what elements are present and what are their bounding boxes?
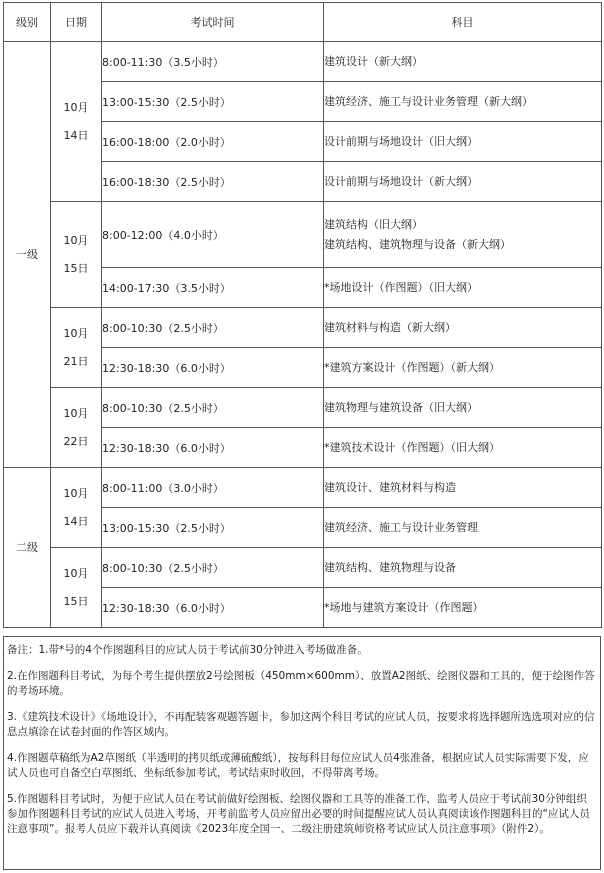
subject-text: 建筑结构（旧大纲） [324, 217, 423, 231]
time-cell: 14:00-17:30（3.5小时） [102, 268, 324, 308]
subject-cell [324, 308, 602, 348]
subject-cell [324, 508, 602, 548]
subject-text: *建筑方案设计（作图题）（新大纲） [324, 360, 500, 374]
date-day: 14日 [63, 128, 89, 142]
subject-cell [324, 268, 602, 308]
note-paragraph: 3.《建筑技术设计》《场地设计》，不再配装客观题答题卡，参加这两个科目考试的应试人员，按要求将选择题所选选项对应的信息点填涂在试卷封面的作答区域内。 [7, 711, 595, 738]
subject-cell [324, 468, 602, 508]
table-row [4, 388, 602, 428]
time-cell: 8:00-12:00（4.0小时） [102, 202, 324, 268]
time-cell: 8:00-11:00（3.0小时） [102, 468, 324, 508]
subject-text: 建筑设计、建筑材料与构造 [324, 480, 456, 494]
subject-text: *建筑技术设计（作图题）（旧大纲） [324, 440, 500, 454]
subject-cell [324, 388, 602, 428]
date-month: 10月 [63, 100, 89, 114]
time-cell: 8:00-10:30（2.5小时） [102, 548, 324, 588]
table-row [4, 42, 602, 82]
date-month: 10月 [63, 233, 89, 247]
date-cell [51, 548, 102, 628]
subject-cell [324, 42, 602, 82]
subject-cell [324, 548, 602, 588]
subject-text: 建筑经济、施工与设计业务管理（新大纲） [324, 94, 533, 108]
time-cell: 12:30-18:30（6.0小时） [102, 588, 324, 628]
date-cell [51, 202, 102, 308]
notes-section [3, 636, 601, 870]
subject-text: 建筑经济、施工与设计业务管理 [324, 520, 478, 534]
date-day: 21日 [63, 354, 89, 368]
note-paragraph: 5.作图题科目考试时，为便于应试人员在考试前做好绘图板、绘图仪器和工具等的准备工作，监考人员应于考试前30分钟组织参加作图题科目考试的应试人员进入考场，开考前监考人员应留出必要的时间提醒应试人员认真阅读该作图题科目的“应试人员注意事项”。报考人员应下载并认真阅读《2023年度全国一、二级注册建筑师资格考试应试人员注意事项》（附件2）。 [7, 793, 590, 835]
table-row [4, 548, 602, 588]
date-month: 10月 [63, 566, 89, 580]
table-row [4, 468, 602, 508]
subject-cell [324, 202, 602, 268]
time-cell: 13:00-15:30（2.5小时） [102, 82, 324, 122]
note-paragraph: 4.作图题草稿纸为A2草图纸（半透明的拷贝纸或薄硫酸纸），按每科目每位应试人员4张准备，根据应试人员实际需要下发，应试人员也可自备空白草图纸、坐标纸参加考试，考试结束时收回，不得带离考场。 [7, 752, 589, 779]
time-cell: 8:00-10:30（2.5小时） [102, 308, 324, 348]
header-subject: 科目 [324, 3, 602, 42]
level-cell-1: 一级 [4, 42, 51, 468]
header-date: 日期 [51, 3, 102, 42]
header-level: 级别 [4, 3, 51, 42]
subject-text: 建筑设计（新大纲） [324, 54, 423, 68]
schedule-body [4, 42, 602, 628]
date-cell [51, 388, 102, 468]
header-row [4, 3, 602, 42]
date-month: 10月 [63, 326, 89, 340]
time-cell: 8:00-10:30（2.5小时） [102, 388, 324, 428]
subject-cell [324, 348, 602, 388]
subject-cell [324, 162, 602, 202]
subject-cell [324, 428, 602, 468]
date-day: 15日 [63, 594, 89, 608]
exam-schedule-table [3, 2, 602, 628]
date-day: 14日 [63, 514, 89, 528]
date-cell [51, 308, 102, 388]
subject-text: 建筑结构、建筑物理与设备（新大纲） [324, 237, 511, 251]
subject-text: *场地设计（作图题）（旧大纲） [324, 280, 478, 294]
time-cell: 13:00-15:30（2.5小时） [102, 508, 324, 548]
level-cell-2: 二级 [4, 468, 51, 628]
note-paragraph: 2.在作图题科目考试，为每个考生提供摆放2号绘图板（450mm×600mm）、放置A2图纸、绘图仪器和工具的，便于绘图作答的考场环境。 [7, 670, 595, 697]
date-day: 15日 [63, 261, 89, 275]
subject-text: 建筑结构、建筑物理与设备 [324, 560, 456, 574]
date-cell [51, 468, 102, 548]
date-cell [51, 42, 102, 202]
subject-text: 建筑材料与构造（新大纲） [324, 320, 456, 334]
time-cell: 16:00-18:00（2.0小时） [102, 122, 324, 162]
date-day: 22日 [63, 434, 89, 448]
table-row [4, 308, 602, 348]
date-month: 10月 [63, 486, 89, 500]
header-time: 考试时间 [102, 3, 324, 42]
table-row [4, 202, 602, 268]
subject-text: *场地与建筑方案设计（作图题） [324, 600, 484, 614]
time-cell: 12:30-18:30（6.0小时） [102, 348, 324, 388]
subject-text: 建筑物理与建筑设备（旧大纲） [324, 400, 478, 414]
time-cell: 16:00-18:30（2.5小时） [102, 162, 324, 202]
subject-cell [324, 122, 602, 162]
date-month: 10月 [63, 406, 89, 420]
note-paragraph: 备注：1.带*号的4个作图题科目的应试人员于考试前30分钟进入考场做准备。 [7, 644, 368, 656]
time-cell: 12:30-18:30（6.0小时） [102, 428, 324, 468]
subject-text: 设计前期与场地设计（新大纲） [324, 174, 478, 188]
subject-cell [324, 82, 602, 122]
time-cell: 8:00-11:30（3.5小时） [102, 42, 324, 82]
subject-cell [324, 588, 602, 628]
subject-text: 设计前期与场地设计（旧大纲） [324, 134, 478, 148]
